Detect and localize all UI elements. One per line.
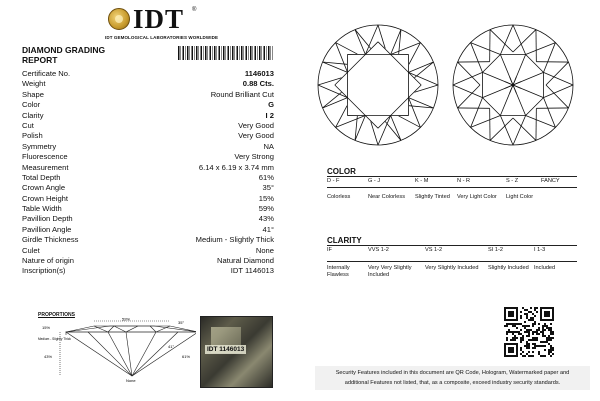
clarity-grade: IF [327, 247, 332, 253]
clarity-description: Included [534, 265, 556, 271]
grading-value: Very Strong [234, 152, 274, 162]
grading-label: Inscription(s) [22, 266, 66, 276]
color-scale-rule-2 [327, 187, 577, 188]
clarity-description: Very Very Slightly Included [368, 265, 412, 278]
grading-value: 15% [258, 193, 274, 203]
grading-value: Round Brilliant Cut [210, 89, 274, 99]
grading-label: Culet [22, 245, 40, 255]
proportions-title: PROPORTIONS [38, 312, 75, 318]
grading-label: Shape [22, 89, 44, 99]
qr-code-icon [504, 307, 554, 357]
total-depth-value: 61% [182, 354, 191, 359]
grading-row [22, 204, 274, 214]
grading-label: Table Width [22, 204, 62, 214]
color-grade: N - R [457, 178, 471, 184]
seal-icon [108, 8, 130, 30]
grading-table [22, 69, 274, 277]
color-scale-rule [327, 176, 577, 177]
grading-value: 1146013 [244, 69, 274, 78]
grading-label: Cut [22, 120, 34, 130]
color-grade: S - Z [506, 178, 519, 184]
footer-line-1: Security Features included in this document are QR Code, Hologram, Watermarked paper and [335, 370, 570, 376]
color-description: Near Colorless [368, 194, 405, 200]
grading-row [22, 142, 274, 152]
grading-label: Color [22, 100, 41, 110]
security-footer [315, 366, 590, 390]
pavilion-angle-value: 41° [168, 344, 175, 349]
clarity-grade: SI 1-2 [488, 247, 503, 253]
grading-label: Girdle Thickness [22, 235, 79, 245]
grading-label: Measurement [22, 162, 69, 172]
clarity-description: Slightly Included [488, 265, 529, 271]
grading-label: Nature of origin [22, 256, 74, 266]
clarity-grade: VVS 1-2 [368, 247, 389, 253]
grading-row [22, 121, 274, 131]
grading-label: Pavillion Angle [22, 224, 72, 234]
photo-inscription: IDT 1146013 [207, 346, 245, 353]
grading-label: Certificate No. [22, 69, 71, 78]
grading-row [22, 111, 274, 121]
grading-row [22, 163, 274, 173]
color-grade: K - M [415, 178, 429, 184]
grading-row [22, 152, 274, 162]
grading-value: 6.14 x 6.19 x 3.74 mm [198, 162, 274, 172]
color-description: Light Color [506, 194, 534, 200]
grading-value: Very Good [238, 131, 274, 141]
clarity-scale-rule-2 [327, 261, 577, 262]
clarity-grade: VS 1-2 [425, 247, 443, 253]
grading-row [22, 100, 274, 110]
grading-row [22, 79, 274, 89]
grading-label: Pavillion Depth [22, 214, 73, 224]
grading-value: 0.88 Cts. [242, 79, 274, 89]
brand-logo [105, 4, 219, 44]
table-value: 59% [122, 318, 131, 322]
grading-label: Symmetry [22, 141, 57, 151]
grading-row [22, 90, 274, 100]
color-grade: G - J [368, 178, 381, 184]
grading-label: Fluorescence [22, 152, 68, 162]
proportions-diagram [38, 318, 196, 384]
grading-value: None [255, 245, 274, 255]
grading-value: IDT 1146013 [230, 266, 274, 276]
grading-value: 43% [258, 214, 274, 224]
color-scale-title: COLOR [327, 167, 356, 176]
grading-value: Medium - Slightly Thick [195, 235, 274, 245]
clarity-description: Internally Flawless [327, 265, 350, 278]
crown-height-value: 15% [42, 325, 51, 330]
grading-row [22, 173, 274, 183]
crown-angle-value: 35° [178, 320, 185, 325]
clarity-scale-title: CLARITY [327, 236, 362, 245]
footer-line-2: additional Features not listed, that, as a composite, exceed industry security standards. [344, 380, 561, 386]
grading-label: Weight [22, 79, 46, 89]
grading-row [22, 256, 274, 266]
grading-value: 41° [262, 224, 274, 234]
clarity-description: Very Slightly Included [425, 265, 479, 271]
color-grade: D - F [327, 178, 340, 184]
grading-label: Polish [22, 131, 43, 141]
grading-row [22, 214, 274, 224]
grading-value: 59% [258, 204, 274, 214]
grading-row [22, 246, 274, 256]
grading-value: I 2 [265, 110, 274, 120]
grading-label: Total Depth [22, 172, 61, 182]
registered-mark: ® [192, 7, 197, 13]
grading-row [22, 69, 274, 79]
clarity-grade: I 1-3 [534, 247, 546, 253]
brand-name: IDT [133, 4, 185, 34]
pavilion-depth-value: 43% [44, 354, 53, 359]
grading-value: 61% [258, 172, 274, 182]
barcode-icon [178, 46, 273, 60]
grading-row [22, 131, 274, 141]
grading-row [22, 183, 274, 193]
report-title: DIAMOND GRADING REPORT [22, 45, 106, 65]
clarity-scale-rule [327, 245, 577, 246]
grading-value: Natural Diamond [217, 256, 274, 266]
color-description: Colorless [327, 194, 351, 200]
grading-label: Crown Height [22, 193, 69, 203]
grading-row [22, 194, 274, 204]
culet-value: None [126, 378, 136, 383]
grading-row [22, 266, 274, 276]
grading-row [22, 235, 274, 245]
grading-label: Crown Angle [22, 183, 66, 193]
color-grade: FANCY [541, 178, 560, 184]
brand-subtitle: IDT GEMOLOGICAL LABORATORIES WORLDWIDE [105, 35, 219, 40]
diamond-photo [200, 316, 273, 388]
grading-label: Clarity [22, 110, 44, 120]
grading-value: G [268, 100, 274, 110]
grading-value: 35° [262, 183, 274, 193]
grading-value: NA [263, 141, 274, 151]
girdle-label: Medium - Slightly Thick [38, 337, 71, 341]
grading-row [22, 225, 274, 235]
pavilion-diagram [448, 20, 578, 150]
crown-diagram [313, 20, 443, 150]
color-description: Very Light Color [457, 194, 497, 200]
color-description: Slightly Tinted [415, 194, 450, 200]
grading-value: Very Good [238, 120, 274, 130]
